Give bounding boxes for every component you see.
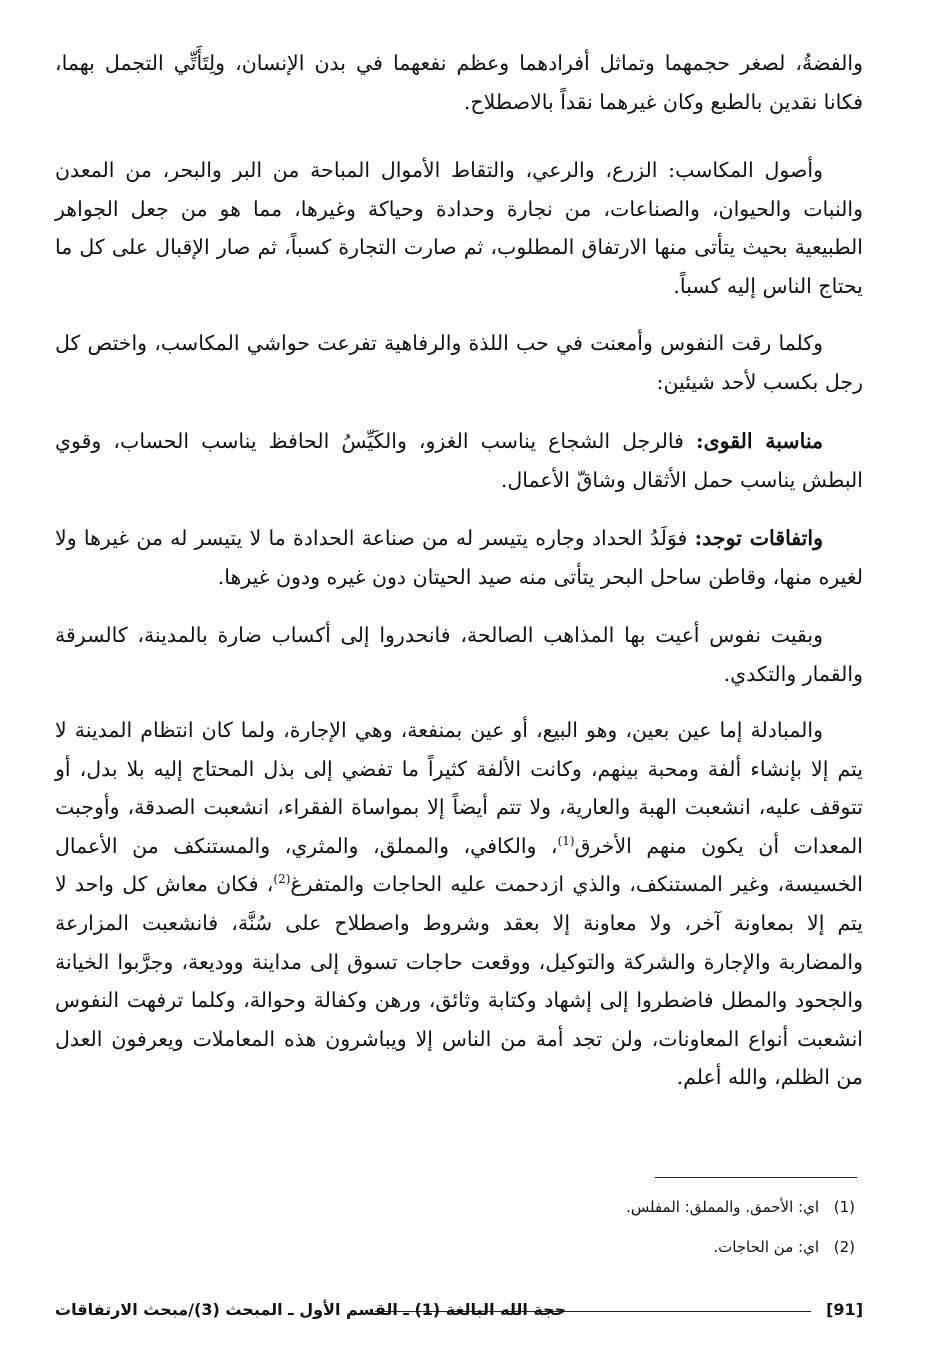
footnote-1 <box>626 1197 855 1217</box>
main-text-3 <box>55 324 863 401</box>
paragraph-4-label: مناسبة القوى: <box>696 429 824 453</box>
running-title: حجة الله البالغة (1) ـ القسم الأول ـ المبحث (3)/مبحث الارتفاقات <box>55 1300 567 1319</box>
page-footer <box>55 1300 863 1324</box>
paragraph-5-label: واتفاقات توجد: <box>694 526 823 550</box>
paragraph-5 <box>55 519 863 596</box>
footnote-ref-2[interactable]: (2) <box>273 872 291 887</box>
footnote-separator <box>655 1177 857 1178</box>
paragraph-6: وبقيت نفوس أعيت بها المذاهب الصالحة، فانحدروا إلى أكساب ضارة بالمدينة، كالسرقة والقمار والتكدي. <box>55 623 863 686</box>
main-text-4 <box>55 422 863 499</box>
main-text-6 <box>55 616 863 693</box>
paragraph-4 <box>55 422 863 499</box>
footnote-1-number: (1) <box>833 1198 855 1216</box>
paragraph-7 <box>55 711 863 1097</box>
footnote-1-text: اي: الأحمق. والمملق: المفلس. <box>626 1198 819 1216</box>
paragraph-7-part-a: والمبادلة إما عين بعين، وهو البيع، أو عين بمنفعة، وهي الإجارة، ولما كان انتظام المدينة لا يتم إلا بإنشاء ألفة ومحبة بينهم، وكانت الألفة كثيراً ما تفضي إلى بذل المحتاج إليه بلا بدل، أو تتوقف عليه، انشعبت الهبة والعارية، ولا تتم أيضاً إلا بمواساة الفقراء، انشعبت الصدقة، وأوجبت المعدات أن يكون منهم الأخرق <box>55 718 863 858</box>
main-text-2 <box>55 151 863 305</box>
paragraph-7-part-b: ، والكافي، والمملق، والمثري، والمستنكف من الأعمال الخسيسة، وغير المستنكف، والذي ازدحمت عليه الحاجات والمتفرغ <box>55 833 864 897</box>
paragraph-4-text: فالرجل الشجاع يناسب الغزو، والكَيِّسُ الحافظ يناسب الحساب، وقوي البطش يناسب حمل الأثقال وشاقّ الأعمال. <box>55 429 863 492</box>
paragraph-1: والفضةُ، لصغر حجمهما وتماثل أفرادهما وعظم نفعهما في بدن الإنسان، ولِتَأَتِّي التجمل بهما، فكانا نقدين بالطبع وكان غيرهما نقداً بالاصطلاح. <box>55 51 863 114</box>
footnote-2-text: اي: من الحاجات. <box>713 1238 819 1256</box>
page-number: [91] <box>826 1300 863 1319</box>
paragraph-3: وكلما رقت النفوس وأمعنت في حب اللذة والرفاهية تفرعت حواشي المكاسب، واختص كل رجل بكسب لأحد شيئين: <box>55 331 863 394</box>
main-text-7 <box>55 711 863 1097</box>
footnote-2 <box>713 1237 855 1257</box>
main-text-5 <box>55 519 863 596</box>
footnote-ref-1[interactable]: (1) <box>557 833 575 848</box>
footnote-2-number: (2) <box>833 1238 855 1256</box>
paragraph-7-part-c: ، فكان معاش كل واحد لا يتم إلا بمعاونة آخر، ولا معاونة إلا بعقد وشروط واصطلاح على سُنَّة، فانشعبت المزارعة والمضاربة والإجارة والشركة والتوكيل، ووقعت حاجات تسوق إلى مداينة ووديعة، وجرَّبوا الخيانة والجحود والمطل فاضطروا إلى إشهاد وكتابة وثائق، ورهن وكفالة وحوالة، وكلما ترفهت النفوس انشعبت أنواع المعاونات، ولن تجد أمة من الناس إلا ويباشرون هذه المعاملات ويعرفون العدل من الظلم، والله أعلم. <box>55 872 863 1090</box>
paragraph-5-text: فوَلَدُ الحداد وجاره يتيسر له من صناعة الحدادة ما لا يتيسر له من غيرها ولا لغيره منها، وقاطن ساحل البحر يتأتى منه صيد الحيتان دون غيره ودون غيرها. <box>55 526 863 589</box>
main-text <box>55 44 863 121</box>
paragraph-2: وأصول المكاسب: الزرع، والرعي، والتقاط الأموال المباحة من البر والبحر، من المعدن والنبات والحيوان، والصناعات، من نجارة وحدادة وحياكة وغيرها، مما هو من جعل الجواهر الطبيعية بحيث يتأتى منها الارتفاق المطلوب، ثم صارت التجارة كسباً، ثم صار الإقبال على كل ما يحتاج الناس إليه كسباً. <box>55 158 863 298</box>
